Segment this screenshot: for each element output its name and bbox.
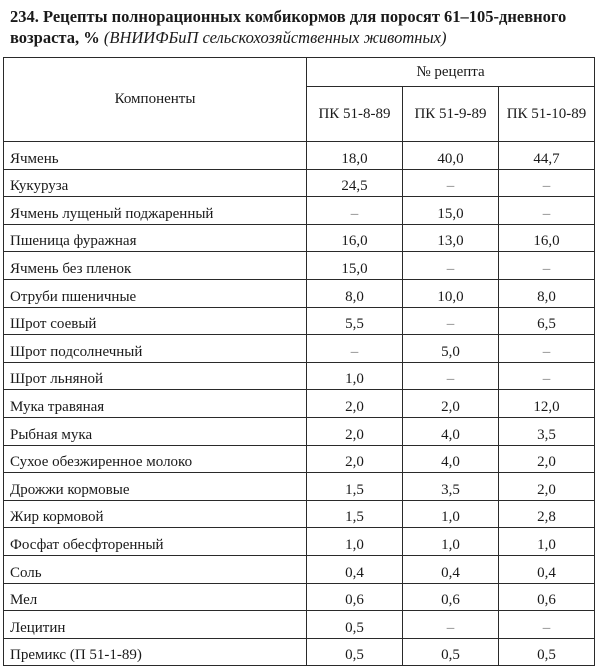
- table-caption: [10, 6, 590, 48]
- recipe-2-value: 5,0: [403, 335, 499, 363]
- recipe-3-value: 3,5: [499, 417, 595, 445]
- component-name: Ячмень лущеный поджаренный: [4, 197, 307, 225]
- recipe-1-value: –: [307, 335, 403, 363]
- table-row: [4, 611, 595, 639]
- component-name: Мука травяная: [4, 390, 307, 418]
- recipe-1-value: 2,0: [307, 445, 403, 473]
- table-row: [4, 169, 595, 197]
- recipe-3-value: –: [499, 335, 595, 363]
- table-row: [4, 362, 595, 390]
- recipe-2-value: 40,0: [403, 142, 499, 170]
- recipe-1-value: 18,0: [307, 142, 403, 170]
- table-row: [4, 335, 595, 363]
- component-name: Лецитин: [4, 611, 307, 639]
- recipe-3-value: –: [499, 197, 595, 225]
- table-row: [4, 528, 595, 556]
- recipe-2-value: 10,0: [403, 279, 499, 307]
- recipe-2-value: –: [403, 362, 499, 390]
- recipe-3-value: 2,8: [499, 500, 595, 528]
- recipe-1-value: 2,0: [307, 417, 403, 445]
- recipe-3-value: 2,0: [499, 445, 595, 473]
- recipe-2-value: 3,5: [403, 473, 499, 501]
- header-recipe-2: ПК 51-9-89: [403, 87, 499, 142]
- recipe-2-value: 0,6: [403, 583, 499, 611]
- recipe-1-value: 0,5: [307, 611, 403, 639]
- recipe-1-value: 8,0: [307, 279, 403, 307]
- table-row: [4, 473, 595, 501]
- recipe-3-value: –: [499, 362, 595, 390]
- recipe-1-value: 5,5: [307, 307, 403, 335]
- recipe-3-value: 2,0: [499, 473, 595, 501]
- table-row: [4, 142, 595, 170]
- recipe-2-value: 0,5: [403, 638, 499, 666]
- recipe-2-value: 1,0: [403, 528, 499, 556]
- recipe-1-value: 1,0: [307, 528, 403, 556]
- recipe-1-value: 1,5: [307, 500, 403, 528]
- caption-number: 234.: [10, 7, 39, 26]
- header-recipe-number: № рецепта: [307, 58, 595, 87]
- recipe-3-value: –: [499, 252, 595, 280]
- table-row: [4, 500, 595, 528]
- component-name: Ячмень: [4, 142, 307, 170]
- recipe-2-value: –: [403, 252, 499, 280]
- recipe-3-value: –: [499, 611, 595, 639]
- component-name: Дрожжи кормовые: [4, 473, 307, 501]
- table-row: [4, 197, 595, 225]
- recipe-1-value: 1,0: [307, 362, 403, 390]
- component-name: Отруби пшеничные: [4, 279, 307, 307]
- recipe-3-value: –: [499, 169, 595, 197]
- component-name: Шрот льняной: [4, 362, 307, 390]
- table-row: [4, 583, 595, 611]
- recipe-3-value: 44,7: [499, 142, 595, 170]
- component-name: Фосфат обесфторенный: [4, 528, 307, 556]
- recipe-1-value: –: [307, 197, 403, 225]
- component-name: Рыбная мука: [4, 417, 307, 445]
- recipe-1-value: 0,6: [307, 583, 403, 611]
- table-row: [4, 252, 595, 280]
- recipe-2-value: 4,0: [403, 445, 499, 473]
- header-recipe-1: ПК 51-8-89: [307, 87, 403, 142]
- recipe-2-value: 2,0: [403, 390, 499, 418]
- recipe-2-value: –: [403, 611, 499, 639]
- component-name: Кукуруза: [4, 169, 307, 197]
- recipe-3-value: 0,5: [499, 638, 595, 666]
- recipe-3-value: 16,0: [499, 224, 595, 252]
- component-name: Жир кормовой: [4, 500, 307, 528]
- recipe-3-value: 12,0: [499, 390, 595, 418]
- component-name: Шрот соевый: [4, 307, 307, 335]
- recipe-1-value: 15,0: [307, 252, 403, 280]
- recipe-2-value: –: [403, 169, 499, 197]
- table-body: [4, 142, 595, 666]
- header-components: Компоненты: [4, 58, 307, 142]
- recipes-table: [3, 57, 595, 666]
- recipe-1-value: 1,5: [307, 473, 403, 501]
- recipe-1-value: 2,0: [307, 390, 403, 418]
- recipe-2-value: –: [403, 307, 499, 335]
- table-row: [4, 279, 595, 307]
- component-name: Шрот подсолнечный: [4, 335, 307, 363]
- table-row: [4, 555, 595, 583]
- header-recipe-3: ПК 51-10-89: [499, 87, 595, 142]
- table-row: [4, 417, 595, 445]
- recipe-3-value: 1,0: [499, 528, 595, 556]
- recipe-3-value: 8,0: [499, 279, 595, 307]
- recipe-2-value: 0,4: [403, 555, 499, 583]
- recipe-2-value: 13,0: [403, 224, 499, 252]
- recipe-2-value: 4,0: [403, 417, 499, 445]
- caption-main: Рецепты полнорационных комбикормов для поросят 61–105-дневного возраста, %: [10, 7, 567, 47]
- component-name: Мел: [4, 583, 307, 611]
- caption-source: (ВНИИФБиП сельскохозяйственных животных): [103, 28, 447, 47]
- table-row: [4, 445, 595, 473]
- component-name: Сухое обезжиренное молоко: [4, 445, 307, 473]
- component-name: Ячмень без пленок: [4, 252, 307, 280]
- component-name: Соль: [4, 555, 307, 583]
- recipe-1-value: 0,4: [307, 555, 403, 583]
- table-row: [4, 638, 595, 666]
- recipe-2-value: 15,0: [403, 197, 499, 225]
- table-row: [4, 390, 595, 418]
- table-row: [4, 224, 595, 252]
- recipe-3-value: 6,5: [499, 307, 595, 335]
- recipe-3-value: 0,6: [499, 583, 595, 611]
- table-row: [4, 307, 595, 335]
- component-name: Пшеница фуражная: [4, 224, 307, 252]
- recipe-1-value: 0,5: [307, 638, 403, 666]
- component-name: Премикс (П 51-1-89): [4, 638, 307, 666]
- recipe-1-value: 16,0: [307, 224, 403, 252]
- recipe-1-value: 24,5: [307, 169, 403, 197]
- recipe-2-value: 1,0: [403, 500, 499, 528]
- recipe-3-value: 0,4: [499, 555, 595, 583]
